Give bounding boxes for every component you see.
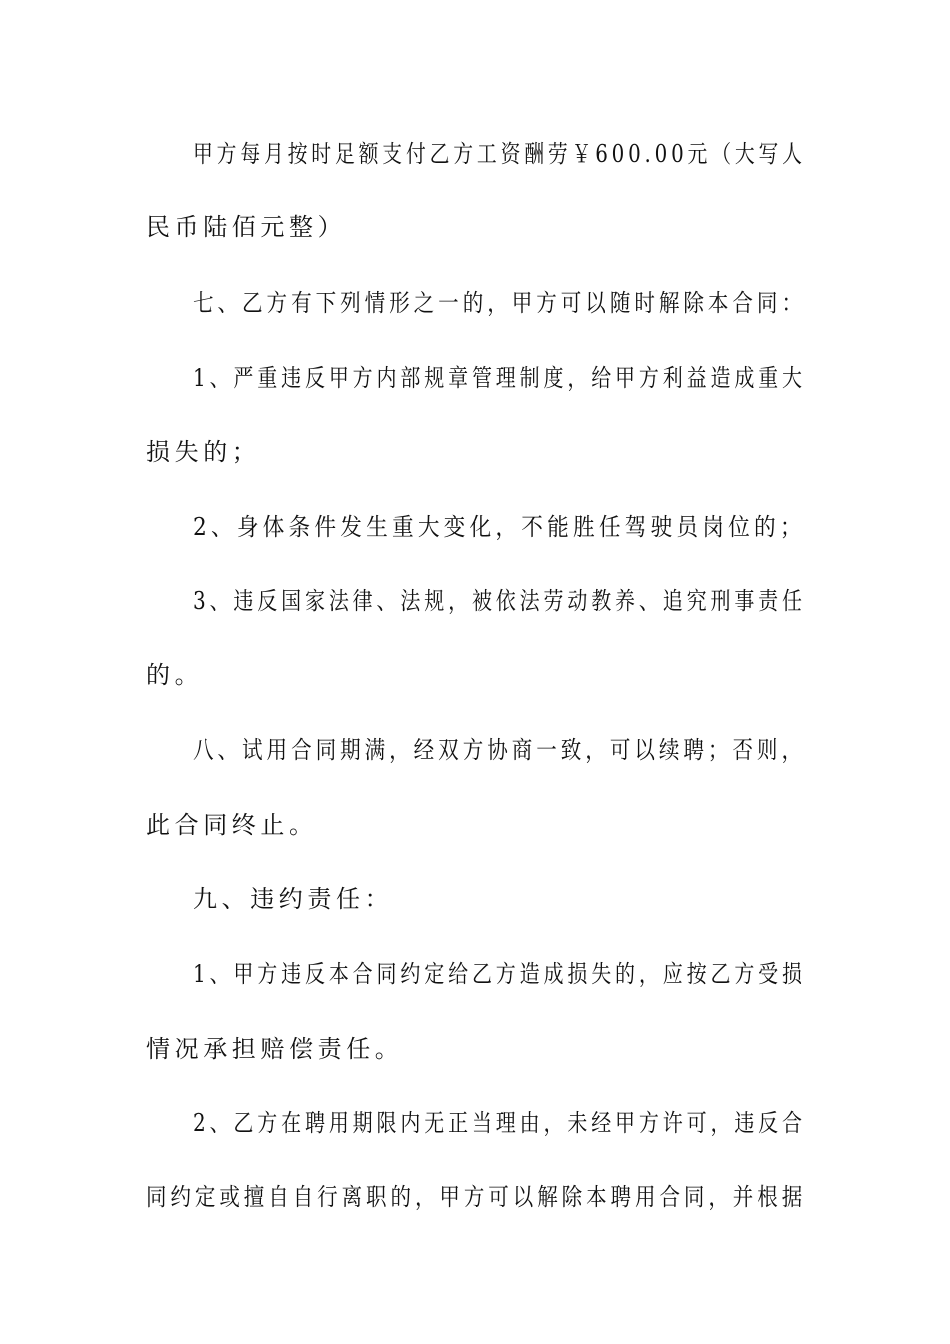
section-9-item-2-line-2: 同约定或擅自自行离职的，甲方可以解除本聘用合同，并根据 [146,1183,807,1211]
section-9-heading: 九、违约责任： [193,885,394,913]
salary-paragraph-line-1: 甲方每月按时足额支付乙方工资酬劳￥600.00元（大写人 [193,140,806,168]
section-8-line-1: 八、试用合同期满，经双方协商一致，可以续聘；否则， [193,736,806,764]
section-7-item-3-line-2: 的。 [146,661,204,689]
section-8-line-2: 此合同终止。 [146,811,318,839]
salary-paragraph-line-2: 民币陆佰元整） [146,213,347,241]
section-7-heading: 七、乙方有下列情形之一的，甲方可以随时解除本合同： [193,289,806,317]
section-9-item-2-line-1: 2、乙方在聘用期限内无正当理由，未经甲方许可，违反合 [193,1109,806,1137]
section-7-item-1-line-2: 损失的； [146,438,261,466]
section-9-item-1-line-2: 情况承担赔偿责任。 [146,1035,404,1063]
section-9-item-1-line-1: 1、甲方违反本合同约定给乙方造成损失的，应按乙方受损 [193,960,806,988]
section-7-item-2: 2、身体条件发生重大变化，不能胜任驾驶员岗位的； [193,513,806,541]
section-7-item-3-line-1: 3、违反国家法律、法规，被依法劳动教养、追究刑事责任 [193,587,806,615]
section-7-item-1-line-1: 1、严重违反甲方内部规章管理制度，给甲方利益造成重大 [193,364,806,392]
